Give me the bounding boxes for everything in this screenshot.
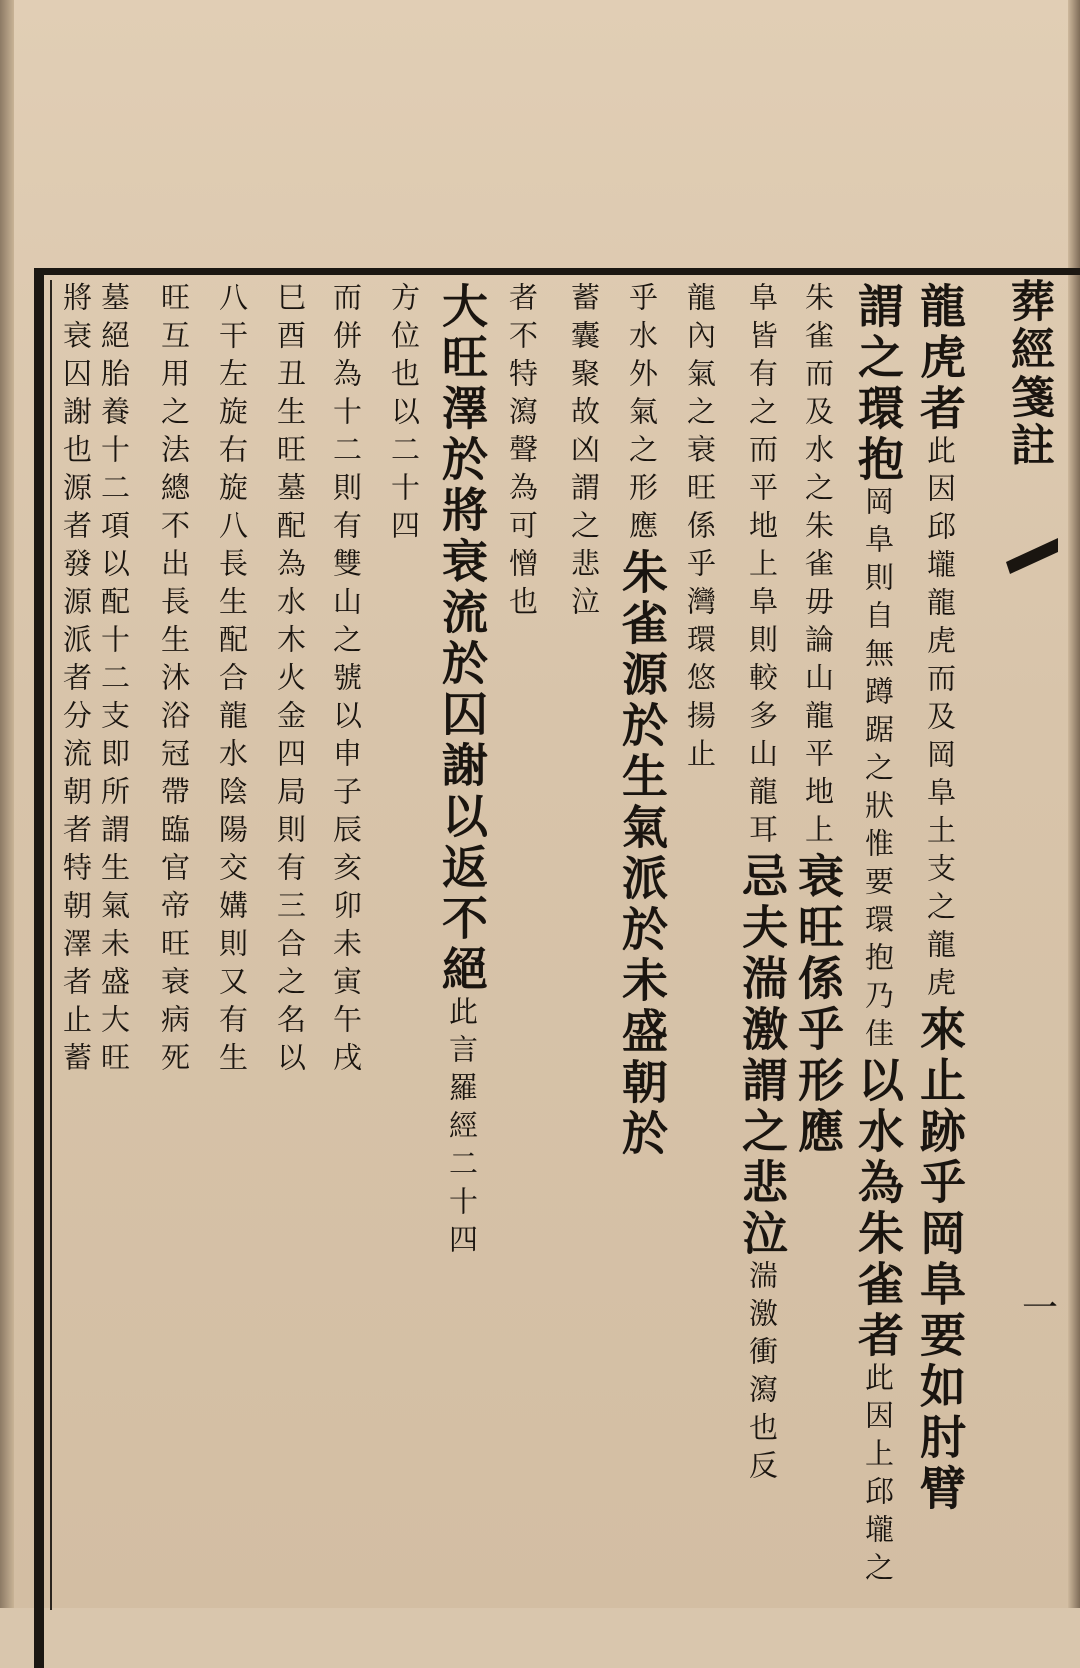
text-column-6 bbox=[614, 282, 670, 1160]
text-column-1 bbox=[912, 282, 968, 1515]
commentary-text: 乎灣環悠揚止 bbox=[683, 548, 717, 776]
text-column-13 bbox=[204, 282, 260, 1080]
commentary-text: 朱雀而及水之朱雀毋論山龍平地上 bbox=[801, 282, 835, 852]
commentary-text: 湍激衝瀉也反 bbox=[745, 1260, 779, 1488]
commentary-text: 此言羅經二十四 bbox=[445, 996, 479, 1262]
commentary-text: 將衰囚謝也源者發源派者分流朝者特朝澤者止蓄 bbox=[59, 282, 93, 1080]
commentary-text: 此因邱壠龍虎而及岡阜土支之龍虎 bbox=[923, 435, 957, 1005]
text-column-4 bbox=[734, 282, 790, 1488]
commentary-text: 旺互用之法總不出長生沐浴冠帶臨官帝旺衰病死 bbox=[157, 282, 191, 1080]
block-heading: 葬經箋註 bbox=[1003, 278, 1054, 470]
commentary-text: 八干左旋右旋八長生配合龍水陰陽交媾則又有生 bbox=[215, 282, 249, 1080]
fishtail-mark-icon bbox=[1002, 536, 1062, 576]
main-text: 來止跡乎岡阜要如肘臂 bbox=[913, 1005, 967, 1515]
text-column-10 bbox=[376, 282, 432, 548]
commentary-text: 阜皆有之而平地上阜則較多山龍耳 bbox=[745, 282, 779, 852]
commentary-text: 者不特瀉聲為可憎也 bbox=[505, 282, 539, 624]
commentary-text: 方位也以二十四 bbox=[387, 282, 421, 548]
text-column-14 bbox=[146, 282, 202, 1080]
main-text: 衰旺係乎形應 bbox=[791, 852, 845, 1158]
main-text: 大旺澤於將衰流於囚謝以返不絕 bbox=[435, 282, 489, 996]
commentary-text: 巳酉丑生旺墓配為水木火金四局則有三合之名以 bbox=[273, 282, 307, 1080]
text-column-2 bbox=[850, 282, 906, 1590]
commentary-text: 而併為十二則有雙山之號以申子辰亥卯未寅午戌 bbox=[329, 282, 363, 1080]
main-text: 龍虎者 bbox=[913, 282, 967, 435]
commentary-text: 墓絕胎養十二項以配十二支即所謂生氣未盛大旺 bbox=[97, 282, 131, 1080]
text-column-9 bbox=[434, 282, 490, 1262]
text-column-16 bbox=[48, 282, 104, 1080]
commentary-text: 龍內氣之衰旺係 bbox=[683, 282, 717, 548]
main-text: 朱雀源於生氣派於未盛朝於 bbox=[615, 548, 669, 1160]
main-text: 以水為朱雀者 bbox=[851, 1056, 905, 1362]
text-column-7 bbox=[556, 282, 612, 624]
text-column-12 bbox=[262, 282, 318, 1080]
text-column-8 bbox=[494, 282, 550, 624]
commentary-text: 此因上邱壠之 bbox=[861, 1362, 895, 1590]
main-text: 忌夫湍激謂之悲泣 bbox=[735, 852, 789, 1260]
commentary-text: 乎水外氣之形應 bbox=[625, 282, 659, 548]
text-column-11 bbox=[318, 282, 374, 1080]
main-text: 謂之環抱 bbox=[851, 282, 905, 486]
text-column-3 bbox=[790, 282, 846, 1158]
commentary-text: 蓄囊聚故凶謂之悲泣 bbox=[567, 282, 601, 624]
text-column-5 bbox=[672, 282, 728, 776]
commentary-text: 岡阜則自無蹲踞之狀惟要環抱乃佳 bbox=[861, 486, 895, 1056]
folio-number: 一 bbox=[1021, 1288, 1058, 1329]
left-binding-edge bbox=[0, 0, 14, 1608]
